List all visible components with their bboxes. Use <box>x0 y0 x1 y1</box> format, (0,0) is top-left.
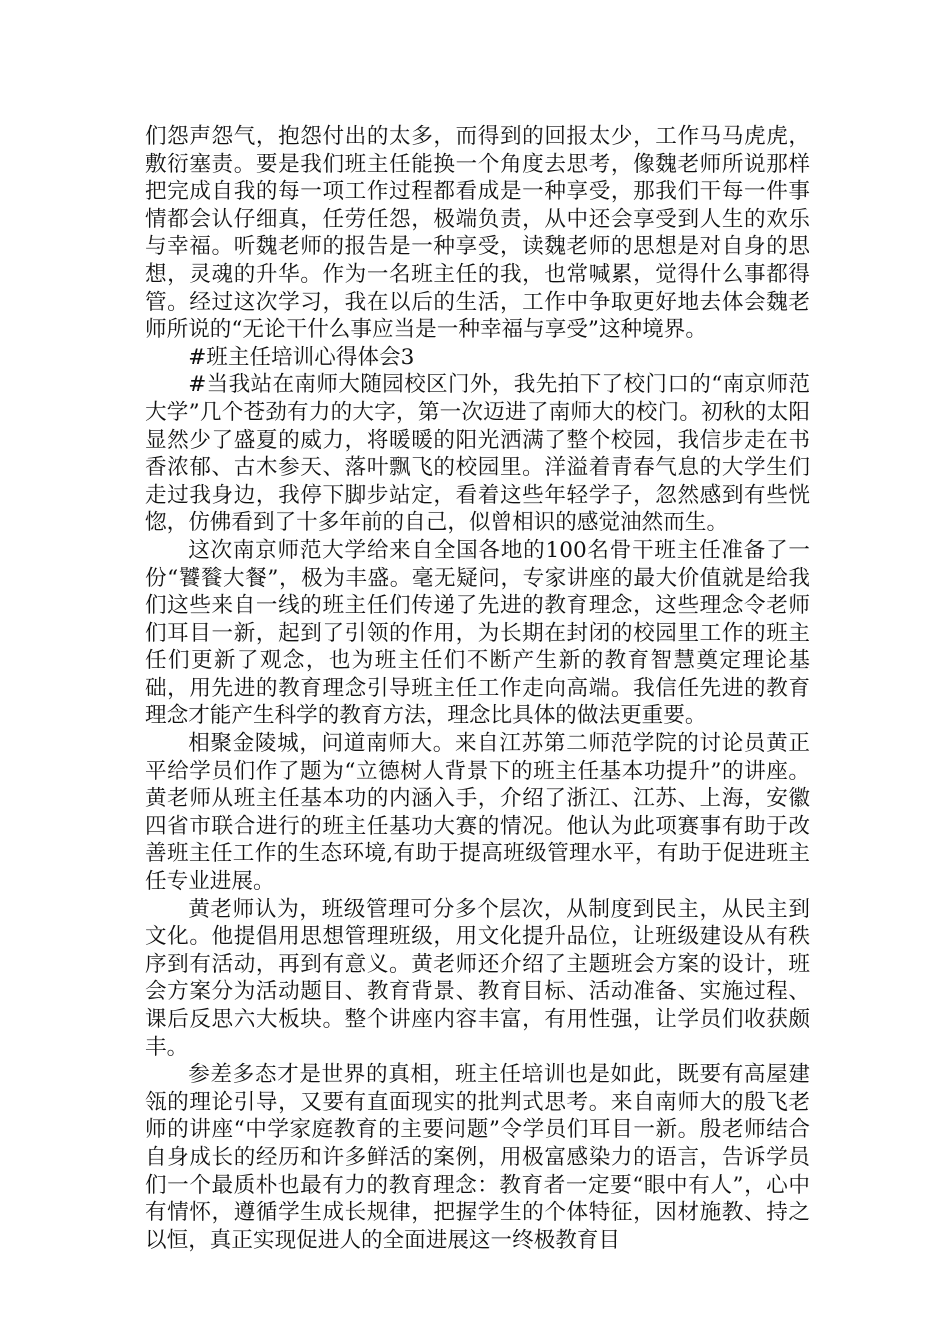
paragraph: 相聚金陵城，问道南师大。来自江苏第二师范学院的讨论员黄正平给学员们作了题为“立德树人背景下的班主任基本功提升”的讲座。黄老师从班主任基本功的内涵入手，介绍了浙江、江苏、上海，安徽四省市联合进行的班主任基功大赛的情况。他认为此项赛事有助于改善班主任工作的生态环境,有助于提高班级管理水平，有助于促进班主任专业进展。 <box>145 731 810 895</box>
paragraph: 黄老师认为，班级管理可分多个层次，从制度到民主，从民主到文化。他提倡用思想管理班级，用文化提升品位，让班级建设从有秩序到有活动，再到有意义。黄老师还介绍了主题班会方案的设计，班会方案分为活动题目、教育背景、教育目标、活动准备、实施过程、课后反思六大板块。整个讲座内容丰富，有用性强，让学员们收获颇丰。 <box>145 896 810 1060</box>
document-page <box>145 123 810 1254</box>
paragraph-continuation: 们怨声怨气，抱怨付出的太多，而得到的回报太少，工作马马虎虎，敷衍塞责。要是我们班主任能换一个角度去思考，像魏老师所说那样把完成自我的每一项工作过程都看成是一种享受，那我们干每一件事情都会认仔细真，任劳任怨，极端负责，从中还会享受到人生的欢乐与幸福。听魏老师的报告是一种享受，读魏老师的思想是对自身的思想，灵魂的升华。作为一名班主任的我，也常喊累，觉得什么事都得管。经过这次学习，我在以后的生活，工作中争取更好地去体会魏老师所说的“无论干什么事应当是一种幸福与享受”这种境界。 <box>145 124 810 343</box>
paragraph: 这次南京师范大学给来自全国各地的100名骨干班主任准备了一份“饕餮大餐”，极为丰盛。毫无疑问，专家讲座的最大价值就是给我们这些来自一线的班主任们传递了先进的教育理念，这些理念令老师们耳目一新，起到了引领的作用，为长期在封闭的校园里工作的班主任们更新了观念，也为班主任们不断产生新的教育智慧奠定理论基础，用先进的教育理念引导班主任工作走向高端。我信任先进的教育理念才能产生科学的教育方法，理念比具体的做法更重要。 <box>145 537 810 729</box>
section-heading: #班主任培训心得体会3 <box>188 344 415 370</box>
paragraph: 参差多态才是世界的真相，班主任培训也是如此，既要有高屋建瓴的理论引导，又要有直面现实的批判式思考。来自南师大的殷飞老师的讲座“中学家庭教育的主要问题”令学员们耳目一新。殷老师结合自身成长的经历和许多鲜活的案例，用极富感染力的语言，告诉学员们一个最质朴也最有力的教育理念：教育者一定要“眼中有人”，心中有情怀，遵循学生成长规律，把握学生的个体特征，因材施教、持之以恒，真正实现促进人的全面进展这一终极教育目 <box>145 1062 810 1253</box>
paragraph: #当我站在南师大随园校区门外，我先拍下了校门口的“南京师范大学”几个苍劲有力的大字，第一次迈进了南师大的校门。初秋的太阳显然少了盛夏的威力，将暖暖的阳光洒满了整个校园，我信步走在书香浓郁、古木参天、落叶飘飞的校园里。洋溢着青春气息的大学生们走过我身边，我停下脚步站定，看着这些年轻学子，忽然感到有些恍惚，仿佛看到了十多年前的自己，似曾相识的感觉油然而生。 <box>145 372 810 536</box>
